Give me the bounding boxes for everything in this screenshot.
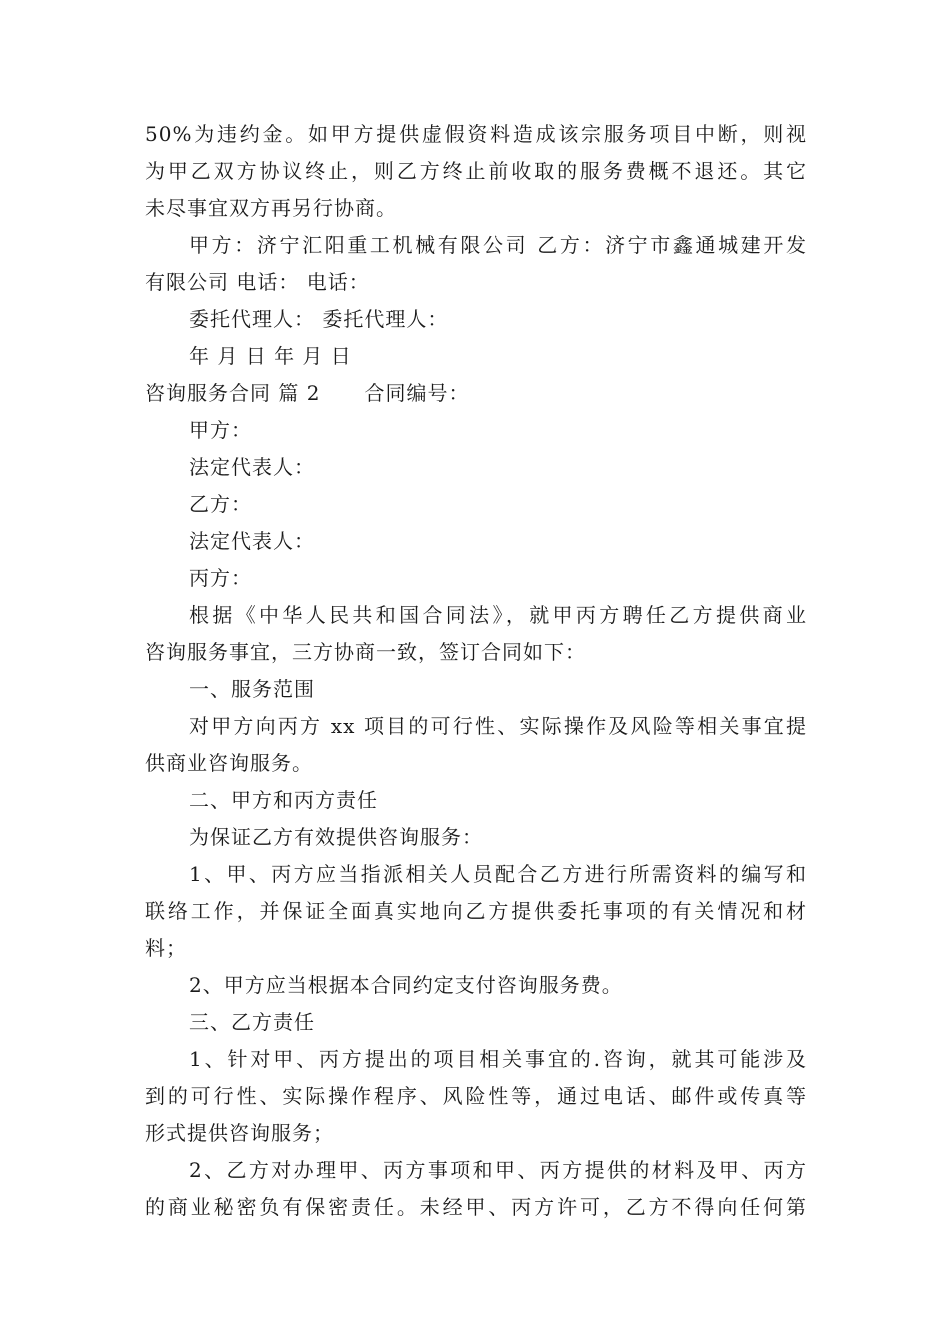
text-line: 对甲方向丙方 xx 项目的可行性、实际操作及风险等相关事宜提: [189, 714, 807, 738]
text-line: 委托代理人： 委托代理人：: [189, 307, 449, 331]
text-line: 供商业咨询服务。: [145, 751, 313, 775]
text-line: 料；: [145, 936, 187, 960]
text-line: 甲方：: [189, 418, 252, 442]
text-line: 未尽事宜双方再另行协商。: [145, 196, 397, 220]
text-line: 法定代表人：: [189, 455, 315, 479]
text-line: 1、针对甲、丙方提出的项目相关事宜的.咨询，就其可能涉及: [189, 1047, 807, 1071]
text-line: 为保证乙方有效提供咨询服务：: [189, 825, 483, 849]
text-line: 乙方：: [189, 492, 252, 516]
text-line: 到的可行性、实际操作程序、风险性等，通过电话、邮件或传真等: [145, 1084, 807, 1108]
text-line: 为甲乙双方协议终止，则乙方终止前收取的服务费概不退还。其它: [145, 159, 807, 183]
section-title: 咨询服务合同 篇 2: [145, 381, 321, 405]
text-line: 甲方：济宁汇阳重工机械有限公司 乙方：济宁市鑫通城建开发: [189, 233, 807, 257]
contract-number-label: 合同编号：: [364, 381, 470, 405]
text-line: 三、乙方责任: [189, 1010, 315, 1034]
text-line: 1、甲、丙方应当指派相关人员配合乙方进行所需资料的编写和: [189, 862, 807, 886]
text-line: 一、服务范围: [189, 677, 315, 701]
text-line: 丙方：: [189, 566, 252, 590]
text-line: 年 月 日 年 月 日: [189, 344, 352, 368]
text-line: 二、甲方和丙方责任: [189, 788, 378, 812]
text-line: 的商业秘密负有保密责任。未经甲、丙方许可，乙方不得向任何第: [145, 1195, 807, 1219]
text-line: 形式提供咨询服务；: [145, 1121, 334, 1145]
text-line: 2、乙方对办理甲、丙方事项和甲、丙方提供的材料及甲、丙方: [189, 1158, 807, 1182]
text-line: 2、甲方应当根据本合同约定支付咨询服务费。: [189, 973, 623, 997]
document-body: [145, 116, 807, 1226]
text-line: 咨询服务事宜，三方协商一致，签订合同如下：: [145, 640, 586, 664]
section-heading: [145, 375, 807, 412]
text-line: 联络工作，并保证全面真实地向乙方提供委托事项的有关情况和材: [145, 899, 807, 923]
text-line: 法定代表人：: [189, 529, 315, 553]
text-line: 根据《中华人民共和国合同法》，就甲丙方聘任乙方提供商业: [189, 603, 807, 627]
text-line: 有限公司 电话： 电话：: [145, 270, 370, 294]
text-line: 50%为违约金。如甲方提供虚假资料造成该宗服务项目中断，则视: [145, 122, 807, 146]
